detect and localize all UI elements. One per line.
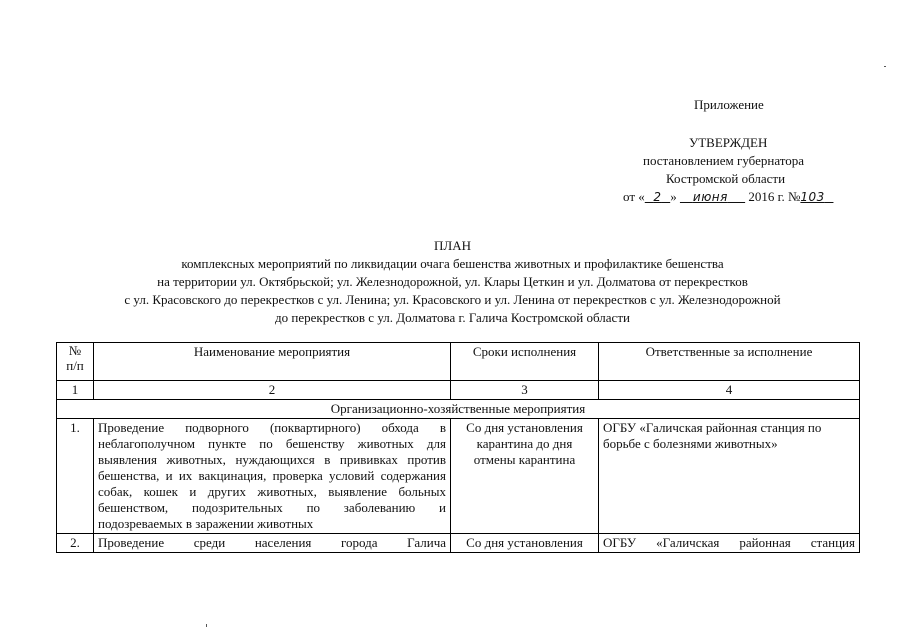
- plan-subtitle-line-1: комплексных мероприятий по ликвидации очага бешенства животных и профилактике бешенства: [181, 256, 724, 271]
- decree-date-line: [623, 189, 833, 205]
- row-number: 2.: [57, 534, 94, 553]
- table-header-row: [57, 343, 860, 381]
- column-header-responsible: Ответственные за исполнение: [599, 343, 860, 381]
- row-responsible: ОГБУ «Галичская районная станция по борьбе с болезнями животных»: [599, 419, 860, 534]
- date-year: 2016 г. №: [748, 189, 801, 204]
- column-header-number: № п/п: [57, 343, 94, 381]
- row-term: Со дня установления: [451, 534, 599, 553]
- column-number: 3: [451, 381, 599, 400]
- column-number: 4: [599, 381, 860, 400]
- section-row: [57, 400, 860, 419]
- date-day: 2: [653, 190, 662, 204]
- column-header-name: Наименование мероприятия: [94, 343, 451, 381]
- scan-speck: [206, 624, 207, 627]
- row-term: Со дня установления карантина до дня отмены карантина: [451, 419, 599, 534]
- scan-speck: [884, 66, 886, 67]
- column-number-row: [57, 381, 860, 400]
- section-title: Организационно-хозяйственные мероприятия: [57, 400, 860, 419]
- plan-table: [56, 342, 860, 553]
- date-month: июня: [692, 190, 728, 204]
- row-activity: Проведение подворного (поквартирного) обхода в неблагополучном пункте по бешенству животных для выявления животных, нуждающихся в прививках против бешенства, и их вакцинация, проверка условий содержания собак, кошек и других животных, выявление больных бешенством, подозрительных по заболеванию и подозреваемых в заражении животных: [94, 419, 451, 534]
- column-header-term: Сроки исполнения: [451, 343, 599, 381]
- table-row: [57, 534, 860, 553]
- decree-number: 103: [800, 190, 825, 204]
- plan-heading: ПЛАН: [434, 238, 471, 253]
- row-activity: Проведение среди населения города Галича: [94, 534, 451, 553]
- plan-subtitle-line-3: с ул. Красовского до перекрестков с ул. Ленина; ул. Красовского и ул. Ленина от перекрестков с ул. Железнодорожной: [124, 292, 781, 307]
- decree-line-2: Костромской области: [666, 171, 786, 186]
- decree-line-1: постановлением губернатора: [643, 153, 805, 168]
- plan-subtitle-line-4: до перекрестков с ул. Долматова г. Галича Костромской области: [275, 310, 630, 325]
- date-prefix: от «: [623, 189, 645, 204]
- column-number: 2: [94, 381, 451, 400]
- row-responsible: ОГБУ «Галичская районная станция: [599, 534, 860, 553]
- row-number: 1.: [57, 419, 94, 534]
- table-row: [57, 419, 860, 534]
- appendix-label: Приложение: [694, 97, 764, 112]
- approved-label: УТВЕРЖДЕН: [689, 135, 768, 150]
- plan-subtitle-line-2: на территории ул. Октябрьской; ул. Железнодорожной, ул. Клары Цеткин и ул. Долматова от перекрестков: [157, 274, 748, 289]
- date-mid: »: [670, 189, 677, 204]
- column-number: 1: [57, 381, 94, 400]
